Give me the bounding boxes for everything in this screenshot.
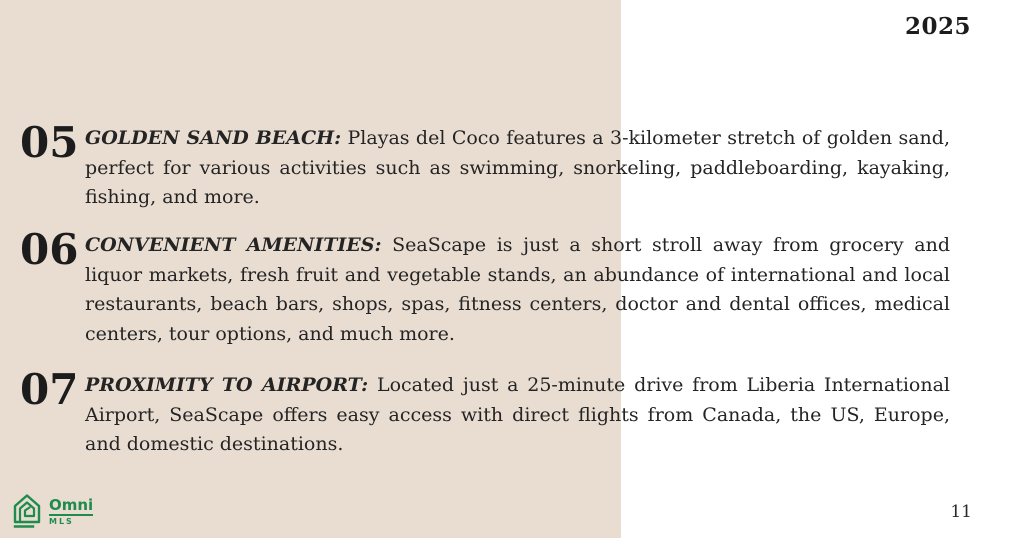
year-label: 2025 <box>904 13 971 40</box>
item-header: CONVENIENT AMENITIES: <box>85 234 382 256</box>
page-number: 11 <box>950 502 972 522</box>
house-spiral-icon <box>12 493 42 529</box>
item-body: Playas del Coco features a 3-kilometer stretch of golden sand, perfect for various activities such as swimming, snorkeling, paddleboarding, kayaking, fishing, and more. <box>85 127 950 208</box>
logo-omni-label: Omni <box>49 495 94 514</box>
item-header: GOLDEN SAND BEACH: <box>85 127 342 149</box>
omni-mls-logo <box>12 493 93 529</box>
item-body: Located just a 25-minute drive from Liberia International Airport, SeaScape offers easy access with direct flights from Canada, the US, Europe, and domestic destinations. <box>85 374 950 455</box>
item-body: SeaScape is just a short stroll away from grocery and liquor markets, fresh fruit and vegetable stands, an abundance of international and local restaurants, beach bars, shops, spas, fitness centers, doctor and dental offices, medical centers, tour options, and much more. <box>85 234 950 345</box>
item-text <box>85 371 950 460</box>
logo-wordmark <box>49 497 93 526</box>
logo-mls-label: MLS <box>49 516 74 526</box>
item-number: 07 <box>20 365 79 414</box>
item-number: 05 <box>20 118 79 167</box>
item-text <box>85 124 950 213</box>
item-header: PROXIMITY TO AIRPORT: <box>85 374 369 396</box>
item-text <box>85 231 950 349</box>
item-number: 06 <box>20 225 79 274</box>
